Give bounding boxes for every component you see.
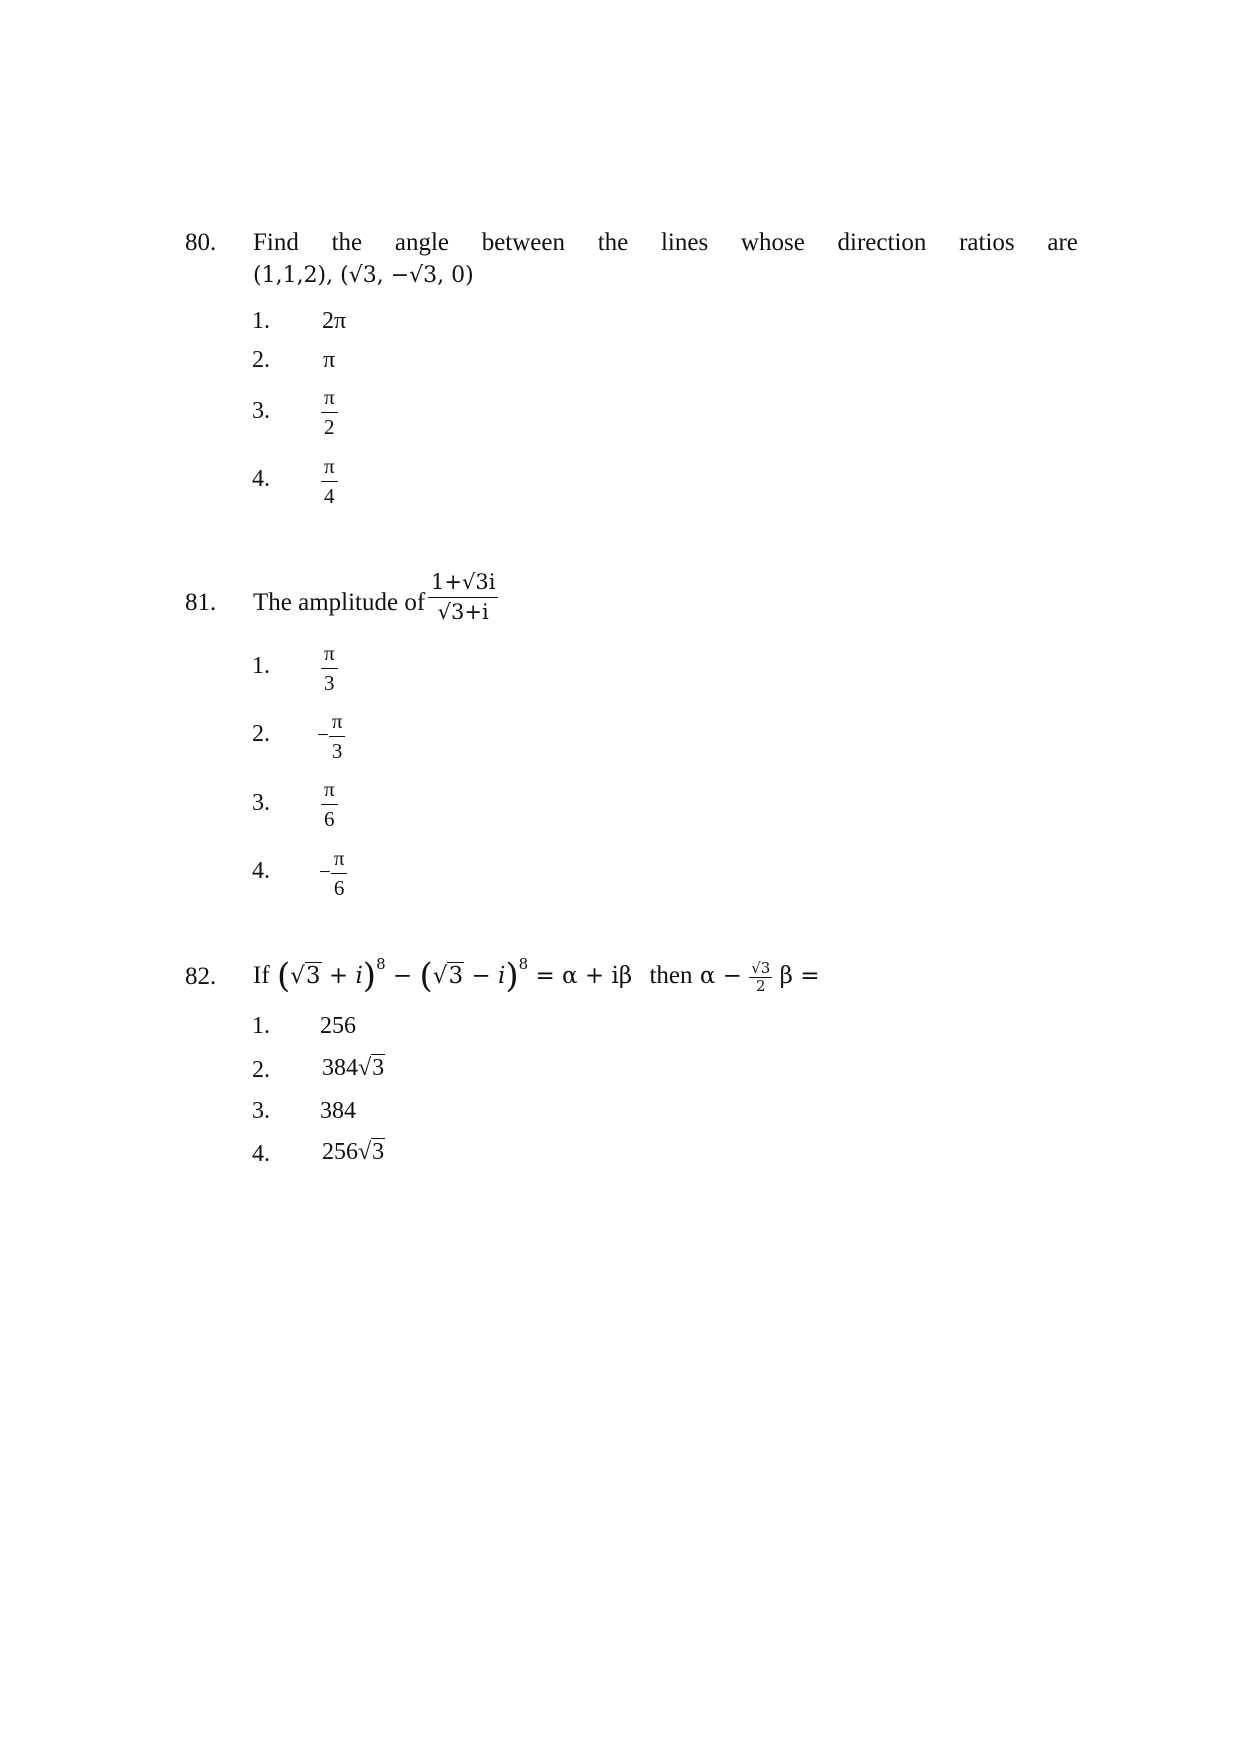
word: whose [740, 229, 805, 256]
fraction-numerator: π [329, 711, 346, 737]
fraction-numerator: π [321, 779, 338, 805]
fraction-denominator: 4 [324, 484, 335, 508]
word: ratios [959, 229, 1015, 256]
fraction-denominator: 6 [333, 876, 345, 900]
option-value: π [323, 347, 336, 373]
option-fraction [321, 387, 338, 438]
word: angle [394, 229, 449, 256]
fraction-denominator: 3 [324, 671, 335, 695]
question-80-text-line1 [253, 229, 1078, 257]
equation-rhs: = α + iβ [535, 963, 633, 989]
fraction-denominator: 6 [324, 807, 335, 831]
option-value-prefix: 256 [322, 1139, 358, 1165]
question-number: 82. [185, 963, 217, 990]
fraction-numerator: π [321, 387, 338, 413]
fraction-numerator: π [331, 848, 348, 874]
option-number: 4. [252, 858, 270, 884]
option-value: 384√3 [322, 1055, 385, 1081]
question-80-text-line2: (1,1,2), (√3, −√3, 0) [253, 263, 474, 288]
question-82-equation: If $(√3 + i)^8 - (√3 - i)^8 = \alpha + i\beta$ then α − $\frac{√3}{2}$ β = [253, 955, 820, 996]
word: are [1047, 229, 1078, 256]
option-fraction [321, 643, 338, 694]
fraction-numerator: π [321, 643, 338, 669]
radicand: 3 [372, 1139, 385, 1165]
option-sign: − [319, 859, 331, 884]
question-81-text: The amplitude of [253, 589, 426, 616]
option-number: 3. [252, 790, 270, 816]
option-fraction [319, 848, 347, 899]
option-value: 256 [320, 1013, 356, 1039]
option-value-prefix: 384 [322, 1055, 358, 1081]
word: the [331, 229, 363, 256]
option-value: 2π [322, 308, 347, 334]
option-number: 3. [252, 398, 270, 424]
word-if: If [253, 962, 270, 989]
option-number: 2. [252, 721, 270, 747]
exponent: 8 [518, 955, 529, 973]
fraction-denominator: 2 [324, 415, 335, 439]
fraction-denominator: 2 [756, 976, 766, 995]
option-fraction [321, 456, 338, 507]
option-fraction [321, 779, 338, 830]
option-number: 1. [252, 308, 270, 334]
option-number: 1. [252, 653, 270, 679]
option-value: 384 [320, 1098, 356, 1124]
tail-lhs: α − [699, 963, 742, 989]
fraction-denominator: √3+i [437, 600, 489, 624]
word: Find [253, 229, 299, 256]
word: lines [660, 229, 709, 256]
word: between [481, 229, 565, 256]
question-81-expression [428, 572, 498, 623]
fraction-numerator: 1+√3i [428, 572, 498, 598]
tail-rhs: β = [779, 963, 820, 989]
fraction-denominator: 3 [331, 739, 343, 763]
fraction-numerator: π [321, 456, 338, 482]
option-number: 3. [252, 1098, 270, 1124]
option-number: 1. [252, 1013, 270, 1039]
option-number: 4. [252, 1141, 270, 1167]
word: direction [837, 229, 927, 256]
option-number: 4. [252, 466, 270, 492]
word-then: then [649, 962, 693, 989]
question-number: 81. [185, 589, 217, 616]
option-number: 2. [252, 347, 270, 373]
option-fraction [317, 711, 345, 762]
fraction-numerator: √3 [751, 958, 771, 977]
option-number: 2. [252, 1057, 270, 1083]
word: the [597, 229, 629, 256]
option-value: 256√3 [322, 1139, 385, 1165]
question-number: 80. [185, 229, 217, 256]
exponent: 8 [376, 955, 386, 973]
option-sign: − [317, 722, 329, 747]
radicand: 3 [372, 1055, 385, 1081]
